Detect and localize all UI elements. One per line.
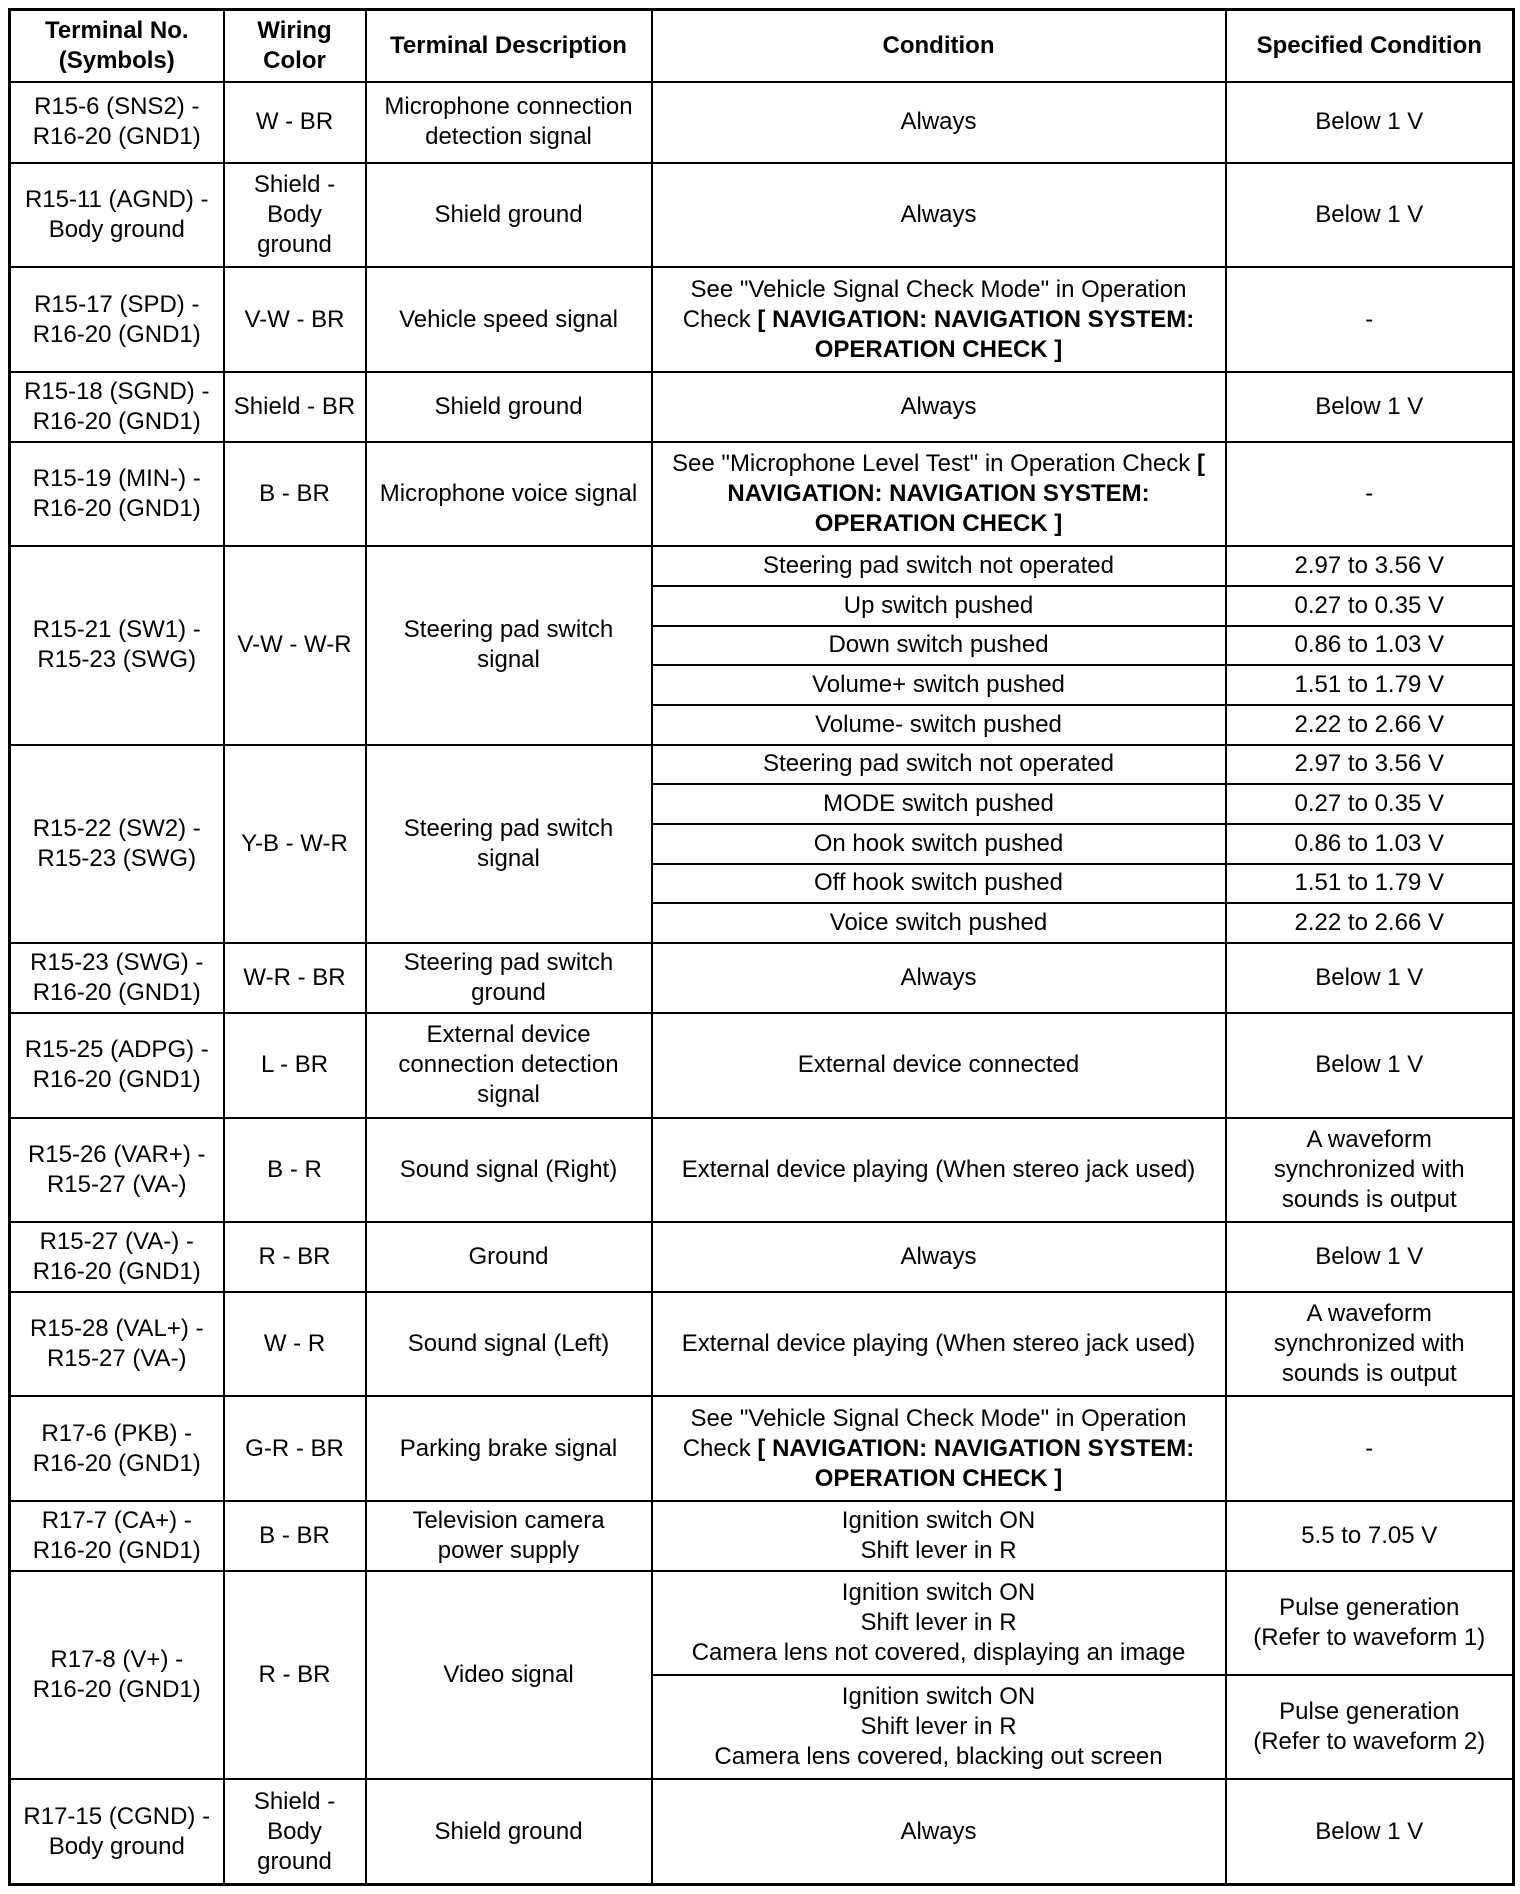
condition-text: See "Vehicle Signal Check Mode" in Operation Check [682,275,1187,333]
terminal-cell: R15-27 (VA-) - R16-20 (GND1) [10,1222,224,1292]
wiring-color-cell: Shield - Body ground [224,1779,366,1884]
wiring-color-cell: R - BR [224,1571,366,1780]
condition-cell [652,665,1226,705]
condition-cell [652,546,1226,586]
specified-condition-cell: Below 1 V [1226,1013,1514,1117]
table-row [10,163,1514,267]
terminal-cell: R15-23 (SWG) - R16-20 (GND1) [10,943,224,1013]
condition-cell [652,1571,1226,1675]
header-terminal: Terminal No. (Symbols) [10,10,224,82]
table-row [10,267,1514,371]
condition-text: External device connected [797,1051,1080,1079]
condition-text: Always [900,201,977,229]
header-description: Terminal Description [366,10,652,82]
condition-text: Always [900,108,977,136]
condition-text: Always [900,1817,977,1845]
description-cell: Steering pad switch signal [366,546,652,744]
header-row [10,10,1514,82]
condition-text: External device playing (When stereo jack used) [681,1330,1196,1358]
condition-text: External device playing (When stereo jack used) [681,1155,1196,1183]
condition-reference: [ NAVIGATION: NAVIGATION SYSTEM: OPERATION CHECK ] [727,450,1205,538]
specified-condition-cell: 1.51 to 1.79 V [1226,665,1514,705]
condition-text: See "Microphone Level Test" in Operation Check [672,450,1197,478]
condition-cell [652,784,1226,824]
condition-text: Voice switch pushed [829,909,1048,937]
condition-cell [652,1292,1226,1396]
terminal-cell: R15-19 (MIN-) - R16-20 (GND1) [10,442,224,546]
specified-condition-cell: 2.97 to 3.56 V [1226,546,1514,586]
terminal-cell: R15-25 (ADPG) - R16-20 (GND1) [10,1013,224,1117]
condition-cell [652,1118,1226,1222]
terminal-cell: R15-11 (AGND) - Body ground [10,163,224,267]
wiring-color-cell: Y-B - W-R [224,745,366,943]
condition-text: Steering pad switch not operated [763,552,1114,580]
condition-cell [652,267,1226,371]
condition-reference: [ NAVIGATION: NAVIGATION SYSTEM: OPERATION CHECK ] [757,305,1195,363]
table-row [10,372,1514,442]
specified-condition-cell: 2.22 to 2.66 V [1226,705,1514,745]
specified-condition-cell: Pulse generation (Refer to waveform 1) [1226,1571,1514,1675]
wiring-color-cell: Shield - Body ground [224,163,366,267]
specified-condition-cell: 0.86 to 1.03 V [1226,824,1514,864]
header-condition: Condition [652,10,1226,82]
condition-cell [652,824,1226,864]
wiring-color-cell: Shield - BR [224,372,366,442]
description-cell: Parking brake signal [366,1396,652,1500]
description-cell: Vehicle speed signal [366,267,652,371]
condition-text: See "Vehicle Signal Check Mode" in Operation Check [682,1404,1187,1462]
specified-condition-cell: Below 1 V [1226,1779,1514,1884]
table-row [10,1013,1514,1117]
table-row [10,442,1514,546]
condition-cell [652,586,1226,626]
specified-condition-cell: Below 1 V [1226,372,1514,442]
condition-text: Ignition switch ON Shift lever in R Camera lens covered, blacking out screen [714,1683,1163,1771]
wiring-color-cell: G-R - BR [224,1396,366,1500]
wiring-color-cell: B - BR [224,442,366,546]
condition-cell [652,626,1226,666]
wiring-color-cell: V-W - W-R [224,546,366,744]
specified-condition-cell: Below 1 V [1226,163,1514,267]
condition-text: Always [900,392,977,420]
wiring-color-cell: W - BR [224,82,366,164]
condition-cell [652,864,1226,904]
specified-condition-cell: A waveform synchronized with sounds is output [1226,1118,1514,1222]
table-row [10,546,1514,586]
description-cell: Steering pad switch signal [366,745,652,943]
condition-cell [652,442,1226,546]
terminal-spec-table [8,8,1515,1886]
specified-condition-cell: Below 1 V [1226,943,1514,1013]
terminal-cell: R15-17 (SPD) - R16-20 (GND1) [10,267,224,371]
terminal-cell: R17-8 (V+) - R16-20 (GND1) [10,1571,224,1780]
specified-condition-cell: Below 1 V [1226,82,1514,164]
description-cell: Sound signal (Right) [366,1118,652,1222]
table-row [10,943,1514,1013]
description-cell: Shield ground [366,163,652,267]
specified-condition-cell: 0.27 to 0.35 V [1226,586,1514,626]
condition-cell [652,1222,1226,1292]
condition-cell [652,1779,1226,1884]
condition-text: Up switch pushed [843,591,1034,619]
terminal-cell: R17-6 (PKB) - R16-20 (GND1) [10,1396,224,1500]
table-row [10,1501,1514,1571]
specified-condition-cell: 1.51 to 1.79 V [1226,864,1514,904]
condition-text: Down switch pushed [828,631,1049,659]
condition-text: Off hook switch pushed [813,869,1064,897]
wiring-color-cell: W - R [224,1292,366,1396]
condition-text: Volume+ switch pushed [812,671,1065,699]
terminal-cell: R15-26 (VAR+) - R15-27 (VA-) [10,1118,224,1222]
wiring-color-cell: W-R - BR [224,943,366,1013]
header-specified-condition: Specified Condition [1226,10,1514,82]
wiring-color-cell: L - BR [224,1013,366,1117]
condition-cell [652,1396,1226,1500]
table-row [10,1118,1514,1222]
table-row [10,1396,1514,1500]
specified-condition-cell: - [1226,1396,1514,1500]
wiring-color-cell: B - BR [224,1501,366,1571]
specified-condition-cell: Pulse generation (Refer to waveform 2) [1226,1675,1514,1779]
table-row [10,82,1514,164]
wiring-color-cell: R - BR [224,1222,366,1292]
description-cell: Shield ground [366,372,652,442]
condition-cell [652,1675,1226,1779]
condition-text: Ignition switch ON Shift lever in R Camera lens not covered, displaying an image [691,1579,1186,1667]
terminal-cell: R15-18 (SGND) - R16-20 (GND1) [10,372,224,442]
description-cell: Ground [366,1222,652,1292]
description-cell: Shield ground [366,1779,652,1884]
condition-cell [652,1013,1226,1117]
specified-condition-cell: 0.27 to 0.35 V [1226,784,1514,824]
description-cell: External device connection detection signal [366,1013,652,1117]
table-row [10,745,1514,785]
table-row [10,1779,1514,1884]
table-row [10,1292,1514,1396]
condition-cell [652,705,1226,745]
terminal-cell: R15-6 (SNS2) - R16-20 (GND1) [10,82,224,164]
condition-reference: [ NAVIGATION: NAVIGATION SYSTEM: OPERATION CHECK ] [757,1434,1195,1492]
table-row [10,1222,1514,1292]
description-cell: Video signal [366,1571,652,1780]
condition-text: Always [900,964,977,992]
condition-cell [652,745,1226,785]
condition-text: On hook switch pushed [813,829,1064,857]
condition-text: Volume- switch pushed [815,710,1062,738]
description-cell: Microphone connection detection signal [366,82,652,164]
condition-text: MODE switch pushed [823,790,1054,818]
specified-condition-cell: Below 1 V [1226,1222,1514,1292]
specified-condition-cell: 2.97 to 3.56 V [1226,745,1514,785]
wiring-color-cell: B - R [224,1118,366,1222]
specified-condition-cell: 0.86 to 1.03 V [1226,626,1514,666]
specified-condition-cell: 5.5 to 7.05 V [1226,1501,1514,1571]
description-cell: Microphone voice signal [366,442,652,546]
description-cell: Sound signal (Left) [366,1292,652,1396]
terminal-cell: R17-7 (CA+) - R16-20 (GND1) [10,1501,224,1571]
specified-condition-cell: A waveform synchronized with sounds is output [1226,1292,1514,1396]
condition-cell [652,372,1226,442]
header-wiring-color: Wiring Color [224,10,366,82]
terminal-cell: R15-21 (SW1) - R15-23 (SWG) [10,546,224,744]
terminal-cell: R17-15 (CGND) - Body ground [10,1779,224,1884]
condition-text: Steering pad switch not operated [763,750,1114,778]
condition-cell [652,163,1226,267]
description-cell: Television camera power supply [366,1501,652,1571]
table-row [10,1571,1514,1675]
terminal-cell: R15-22 (SW2) - R15-23 (SWG) [10,745,224,943]
specified-condition-cell: - [1226,442,1514,546]
condition-cell [652,82,1226,164]
condition-text: Ignition switch ON Shift lever in R [841,1506,1036,1564]
condition-cell [652,1501,1226,1571]
specified-condition-cell: 2.22 to 2.66 V [1226,903,1514,943]
specified-condition-cell: - [1226,267,1514,371]
terminal-cell: R15-28 (VAL+) - R15-27 (VA-) [10,1292,224,1396]
condition-text: Always [900,1242,977,1270]
wiring-color-cell: V-W - BR [224,267,366,371]
condition-cell [652,903,1226,943]
description-cell: Steering pad switch ground [366,943,652,1013]
condition-cell [652,943,1226,1013]
